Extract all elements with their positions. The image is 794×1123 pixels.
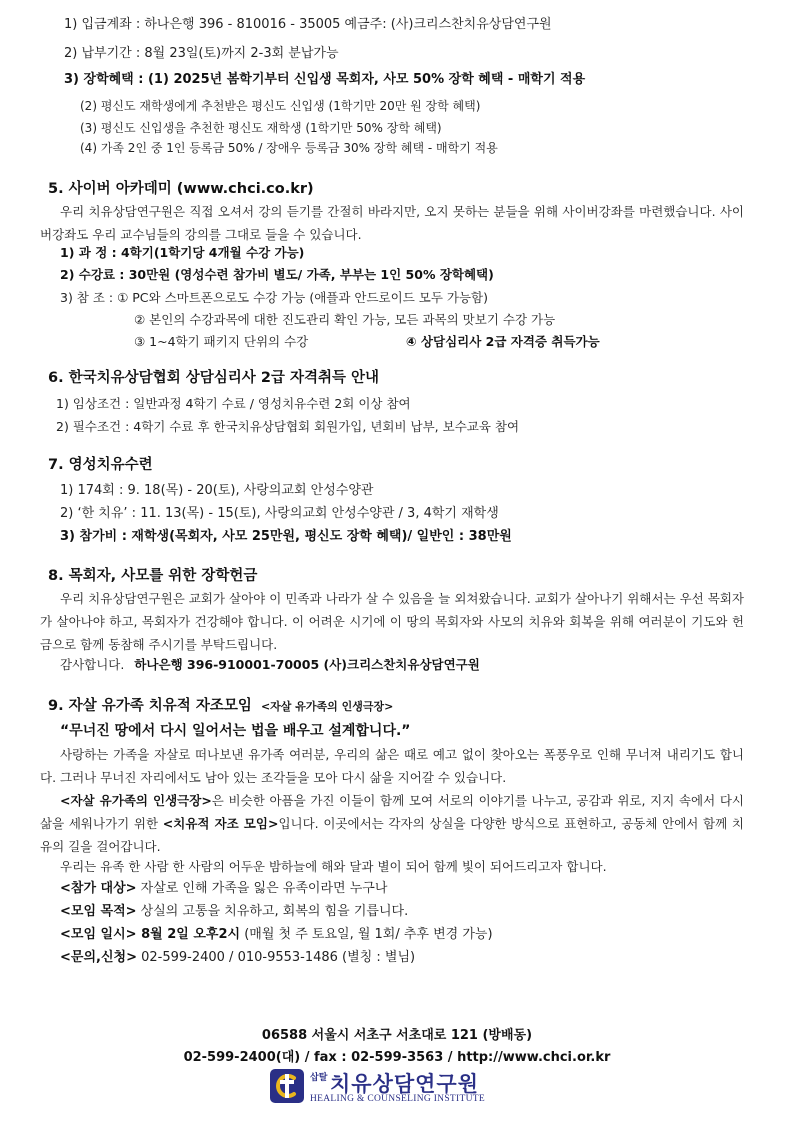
cyber-note-line-4: ④ 상담심리사 2급 자격증 취득가능: [406, 334, 600, 349]
retreat-fee-line: 3) 참가비 : 재학생(목회자, 사모 25만원, 평신도 장학 혜택)/ 일반인 : 38만원: [60, 529, 512, 544]
cross-c-logo-icon: [270, 1069, 304, 1103]
purpose-line: <모임 목적> 상실의 고통을 치유하고, 회복의 힘을 기릅니다.: [60, 904, 409, 919]
footer-contact: 02-599-2400(대) / fax : 02-599-3563 / http://www.chci.or.kr: [183, 1050, 611, 1065]
section-7-heading: 7. 영성치유수련: [48, 457, 153, 473]
payment-account-line: 1) 입금계좌 : 하나은행 396 - 810016 - 35005 예금주: (사)크리스찬치유상담연구원: [64, 17, 552, 32]
footer-address: 06588 서울시 서초구 서초대로 121 (방배동): [261, 1028, 533, 1043]
cyber-course-line: 1) 과 정 : 4학기(1학기당 4개월 수강 가능): [60, 245, 305, 260]
section-8-paragraph: 우리 치유상담연구원은 교회가 살아야 이 민족과 나라가 살 수 있음을 늘 외쳐왔습니다. 교회가 살아나기 위해서는 우선 목회자가 살아나야 하고, 목회자가 건강해야 합니다. 이 어려운 시기에 이 땅의 목회자와 사모의 치유와 회복을 위해 여러분이 기도와 헌금으로 함께 동참해 주시기를 부탁드립니다.: [40, 591, 744, 652]
section-6-heading: 6. 한국치유상담협회 상담심리사 2급 자격취득 안내: [48, 370, 380, 386]
participant-line: <참가 대상> 자살로 인해 가족을 잃은 유족이라면 누구나: [60, 881, 388, 896]
retreat-line-1: 1) 174회 : 9. 18(목) - 20(토), 사랑의교회 안성수양관: [60, 483, 374, 498]
cyber-note-line-1: 3) 참 조 : ① PC와 스마트폰으로도 수강 가능 (애플과 안드로이드 모두 가능함): [60, 290, 488, 305]
section-9-paragraph-2: <자살 유가족의 인생극장>은 비슷한 아픔을 가진 이들이 함께 모여 서로의 이야기를 나누고, 공감과 위로, 지지 속에서 다시 삶을 세워나가기 위한 <치유적 자조 모임>입니다. 이곳에서는 각자의 상실을 다양한 방식으로 표현하고, 공동체 안에서 함께 치유의 길을 걸어갑니다.: [40, 793, 744, 854]
inquiry-line: <문의,신청> 02-599-2400 / 010-9553-1486 (별칭 : 별님): [60, 950, 416, 965]
scholarship-line-4: (4) 가족 2인 중 1인 등록금 50% / 장애우 등록금 30% 장학 혜택 - 매학기 적용: [80, 141, 498, 155]
scholarship-line-1: 3) 장학혜택 : (1) 2025년 봄학기부터 신입생 목회자, 사모 50% 장학 혜택 - 매학기 적용: [64, 72, 586, 87]
logo-korean-name: 치유상담연구원: [330, 1072, 480, 1096]
section-9-quote: “무너진 땅에서 다시 일어서는 법을 배우고 설계합니다.”: [60, 723, 411, 739]
section-5-heading: 5. 사이버 아카데미 (www.chci.co.kr): [48, 181, 314, 197]
program-type: <치유적 자조 모임>: [162, 816, 279, 831]
cyber-note-line-3: ③ 1~4학기 패키지 단위의 수강: [134, 334, 309, 349]
scholarship-line-2: (2) 평신도 재학생에게 추천받은 평신도 신입생 (1학기만 20만 원 장학 혜택): [80, 99, 481, 113]
logo-english-name: HEALING & COUNSELING INSTITUTE: [310, 1094, 485, 1104]
logo-small-text: 삽탈: [310, 1073, 328, 1083]
section-9-heading: 9. 자살 유가족 치유적 자조모임 <자살 유가족의 인생극장>: [48, 698, 394, 714]
institute-logo: [270, 1069, 540, 1109]
donation-account: 하나은행 396-910001-70005 (사)크리스찬치유상담연구원: [134, 657, 480, 672]
section-9-paragraph-1: 사랑하는 가족을 자살로 떠나보낸 유가족 여러분, 우리의 삶은 때로 예고 없이 찾아오는 폭풍우로 인해 무너져 내리기도 합니다. 그러나 무너진 자리에서도 남아 있는 조각들을 모아 다시 삶을 지어갈 수 있습니다.: [40, 747, 744, 785]
schedule-line: <모임 일시> 8월 2일 오후2시 (매월 첫 주 토요일, 월 1회/ 추후 변경 가능): [60, 927, 493, 942]
section-8-heading: 8. 목회자, 사모를 위한 장학헌금: [48, 568, 258, 584]
cyber-note-line-2: ② 본인의 수강과목에 대한 진도관리 확인 가능, 모든 과목의 맛보기 수강 가능: [134, 312, 556, 327]
thanks-text: 감사합니다.: [60, 657, 125, 672]
payment-period-line: 2) 납부기간 : 8월 23일(토)까지 2-3회 분납가능: [64, 46, 339, 61]
cert-required-line: 2) 필수조건 : 4학기 수료 후 한국치유상담협회 회원가입, 년회비 납부, 보수교육 참여: [56, 419, 520, 434]
scholarship-line-3: (3) 평신도 신입생을 추천한 평신도 재학생 (1학기만 50% 장학 혜택): [80, 121, 442, 135]
program-name: <자살 유가족의 인생극장>: [60, 793, 212, 808]
cert-clinical-line: 1) 임상조건 : 일반과정 4학기 수료 / 영성치유수련 2회 이상 참여: [56, 396, 411, 411]
section-9-paragraph-3: 우리는 유족 한 사람 한 사람의 어두운 밤하늘에 해와 달과 별이 되어 함께 빛이 되어드리고자 합니다.: [60, 859, 607, 874]
cyber-fee-line: 2) 수강료 : 30만원 (영성수련 참가비 별도/ 가족, 부부는 1인 50% 장학혜택): [60, 267, 494, 282]
section-9-subheading: <자살 유가족의 인생극장>: [260, 700, 394, 713]
donation-account-line: [60, 656, 480, 674]
retreat-line-2: 2) ‘한 치유’ : 11. 13(목) - 15(토), 사랑의교회 안성수양관 / 3, 4학기 재학생: [60, 506, 499, 521]
section-5-paragraph: 우리 치유상담연구원은 직접 오셔서 강의 듣기를 간절히 바라지만, 오지 못하는 분들을 위해 사이버강좌를 마련했습니다. 사이버강좌도 우리 교수님들의 강의를 그대로 들을 수 있습니다.: [40, 204, 744, 242]
